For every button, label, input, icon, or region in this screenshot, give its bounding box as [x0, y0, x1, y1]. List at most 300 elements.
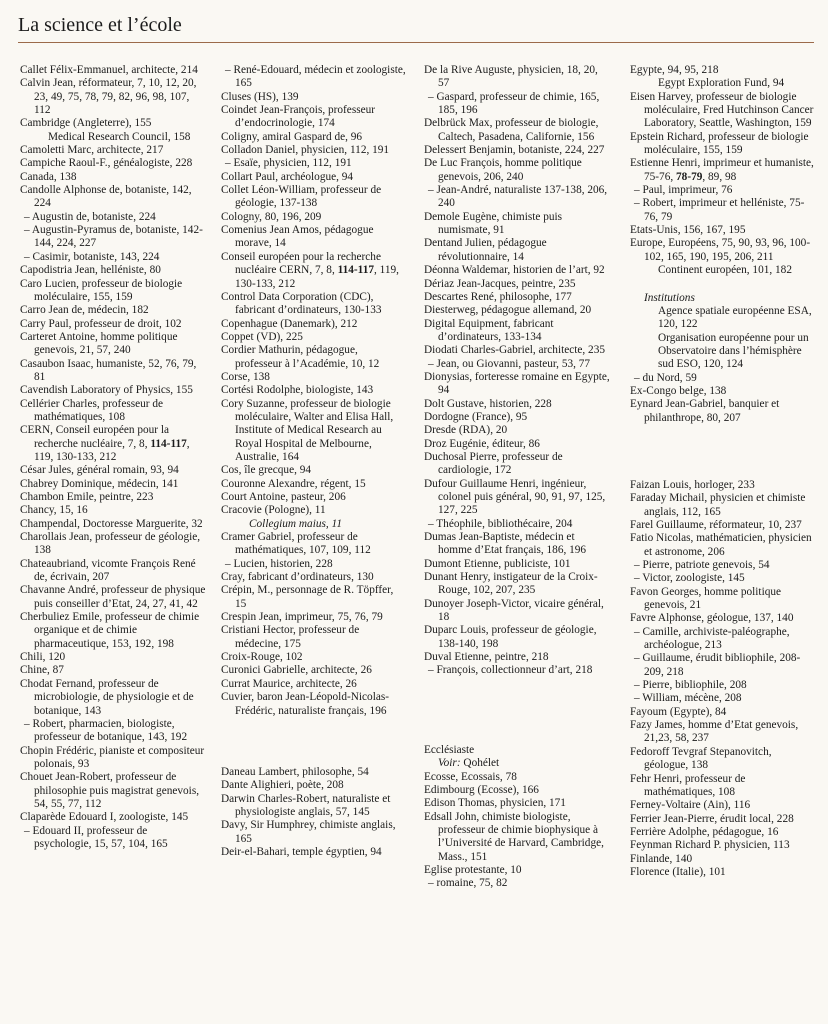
- index-entry: [20, 558, 206, 585]
- entry-text: Duchosal Pierre, professeur de cardiologie, 172: [424, 450, 563, 477]
- entry-tail: Qohélet: [463, 757, 500, 770]
- index-entry: [20, 331, 206, 358]
- entry-text: – Robert, pharmacien, biologiste, professeur de botanique, 143, 192: [24, 717, 188, 744]
- index-subentry: [221, 157, 407, 170]
- entry-text: Deir-el-Bahari, temple égyptien, 94: [221, 845, 382, 858]
- index-subentry: [424, 664, 610, 677]
- entry-text: Caro Lucien, professeur de biologie moléculaire, 155, 159: [20, 277, 183, 303]
- index-subentry: [20, 251, 206, 264]
- index-entry: [20, 264, 206, 277]
- index-entry: [424, 531, 610, 558]
- entry-text: Organisation européenne pour un Observatoire dans l’hémisphère sud ESO, 120, 124: [658, 331, 809, 371]
- entry-text: Cordier Mathurin, pédagogue, professeur à l’Académie, 10, 12: [221, 344, 380, 370]
- entry-text: Cos, île grecque, 94: [221, 464, 312, 477]
- index-entry: [630, 853, 816, 866]
- index-entry: [630, 398, 816, 425]
- index-entry: [20, 678, 206, 718]
- index-entry: [221, 344, 407, 371]
- index-entry: [630, 773, 816, 800]
- index-entry: [630, 813, 816, 826]
- entry-text: Conseil européen pour la recherche nucléaire CERN, 7, 8,: [221, 250, 381, 277]
- entry-text: Dentand Julien, pédagogue révolutionnaire, 14: [424, 237, 547, 263]
- index-entry: [424, 797, 610, 810]
- entry-text: Etats-Unis, 156, 167, 195: [630, 224, 746, 237]
- entry-text: – Guillaume, érudit bibliophile, 208-209, 218: [634, 652, 801, 678]
- index-entry: [424, 64, 610, 91]
- index-entry: [20, 278, 206, 305]
- entry-text: Ecosse, Ecossais, 78: [424, 770, 517, 783]
- index-entry: [221, 766, 407, 779]
- entry-text: – du Nord, 59: [634, 371, 697, 384]
- entry-text: – Camille, archiviste-paléographe, archéologue, 213: [634, 625, 790, 652]
- index-entry: [20, 531, 206, 558]
- entry-text: Campiche Raoul-F., généalogiste, 228: [20, 157, 193, 170]
- index-entry: [221, 318, 407, 331]
- index-entry: [424, 744, 610, 757]
- index-entry: [630, 706, 816, 719]
- entry-text: Diesterweg, pédagogue allemand, 20: [424, 304, 592, 317]
- entry-text: Faraday Michail, physicien et chimiste anglais, 112, 165: [630, 492, 806, 518]
- index-entry: [424, 237, 610, 264]
- index-entry: [20, 384, 206, 397]
- index-entry: [424, 411, 610, 424]
- entry-text: Ferrier Jean-Pierre, érudit local, 228: [630, 812, 794, 825]
- index-entry: [221, 779, 407, 792]
- section-gap: [630, 425, 816, 479]
- index-entry: [221, 398, 407, 465]
- index-entry: [630, 586, 816, 613]
- entry-bold-pages: 114-117: [150, 437, 187, 450]
- index-entry: [630, 719, 816, 746]
- entry-tail: , 119, 130-133, 212: [235, 264, 399, 290]
- entry-bold-pages: 78-79: [676, 170, 703, 183]
- index-subentry: [221, 558, 407, 571]
- index-subentry: [20, 131, 206, 144]
- entry-text: Eglise protestante, 10: [424, 863, 522, 876]
- entry-text: Cramer Gabriel, professeur de mathématiques, 107, 109, 112: [221, 531, 371, 557]
- index-entry: [221, 846, 407, 859]
- index-subentry: [630, 692, 816, 705]
- entry-text: Duparc Louis, professeur de géologie, 138-140, 198: [424, 624, 597, 650]
- entry-text: Chancy, 15, 16: [20, 504, 88, 517]
- entry-text: Carry Paul, professeur de droit, 102: [20, 317, 182, 330]
- index-entry: [20, 358, 206, 385]
- entry-text: Diodati Charles-Gabriel, architecte, 235: [424, 344, 605, 357]
- index-entry: [20, 771, 206, 811]
- index-entry: [20, 157, 206, 170]
- index-entry: [424, 371, 610, 398]
- index-entry: [20, 651, 206, 664]
- index-entry: [221, 531, 407, 558]
- entry-text: Florence (Italie), 101: [630, 865, 726, 878]
- entry-text: Court Antoine, pasteur, 206: [221, 491, 346, 503]
- entry-text: Dordogne (France), 95: [424, 410, 528, 423]
- entry-text: – François, collectionneur d’art, 218: [428, 664, 593, 677]
- index-entry: [221, 651, 407, 664]
- entry-text: Chili, 120: [20, 651, 66, 664]
- index-entry: [221, 144, 407, 157]
- index-subentry: [424, 91, 610, 118]
- entry-text: CERN, Conseil européen pour la recherche nucléaire, 7, 8,: [20, 424, 170, 450]
- index-entry: [630, 237, 816, 264]
- index-subentry: [630, 184, 816, 197]
- entry-text: Cavendish Laboratory of Physics, 155: [20, 384, 193, 397]
- entry-text: Edsall John, chimiste biologiste, professeur de chimie biophysique à l’Université de Harvard, Cambridge, Mass., 151: [424, 810, 604, 863]
- entry-text: Crespin Jean, imprimeur, 75, 76, 79: [221, 611, 383, 624]
- index-entry: [424, 784, 610, 797]
- entry-text: Digital Equipment, fabricant d’ordinateurs, 133-134: [424, 317, 554, 343]
- index-entry: [424, 264, 610, 277]
- entry-text: Agence spatiale européenne ESA, 120, 122: [658, 304, 812, 331]
- entry-text: Control Data Corporation (CDC), fabricant d’ordinateurs, 130-133: [221, 290, 382, 317]
- index-entry: [630, 91, 816, 131]
- index-entry: [20, 117, 206, 130]
- entry-text: – Augustin de, botaniste, 224: [24, 210, 156, 223]
- entry-text: Copenhague (Danemark), 212: [221, 317, 358, 330]
- entry-bold-pages: 114-117: [337, 264, 374, 277]
- index-entry: [221, 91, 407, 104]
- entry-text: Curonici Gabrielle, architecte, 26: [221, 664, 372, 677]
- index-entry: [221, 184, 407, 211]
- index-entry: [424, 278, 610, 291]
- entry-text: Coligny, amiral Gaspard de, 96: [221, 130, 363, 143]
- entry-text: Casaubon Isaac, humaniste, 52, 76, 79, 81: [20, 357, 197, 383]
- index-entry: [424, 864, 610, 877]
- index-subentry: [20, 718, 206, 745]
- index-column-3: [424, 64, 610, 891]
- entry-text: Capodistria Jean, helléniste, 80: [20, 264, 161, 277]
- entry-text: Charollais Jean, professeur de géologie, 138: [20, 531, 201, 557]
- index-column-2: [221, 64, 407, 859]
- index-entry: [20, 811, 206, 824]
- entry-text: Finlande, 140: [630, 852, 693, 865]
- index-entry: [20, 424, 206, 464]
- entry-text: Duval Etienne, peintre, 218: [424, 651, 549, 664]
- index-entry: [630, 746, 816, 773]
- entry-text: – Gaspard, professeur de chimie, 165, 185, 196: [428, 90, 600, 117]
- index-column-1: [20, 64, 206, 851]
- entry-text: Descartes René, philosophe, 177: [424, 290, 572, 303]
- entry-text: Ferrière Adolphe, pédagogue, 16: [630, 825, 779, 838]
- index-subentry: [424, 518, 610, 531]
- index-entry: [221, 211, 407, 224]
- index-entry: [630, 131, 816, 158]
- entry-text: Cambridge (Angleterre), 155: [20, 117, 152, 130]
- entry-text: Dante Alighieri, poète, 208: [221, 779, 344, 792]
- index-entry: [20, 77, 206, 117]
- entry-text: Cory Suzanne, professeur de biologie moléculaire, Walter and Elisa Hall, Institute of Medical Research au Royal Hospital de Melbourne, Australie, 164: [221, 397, 394, 463]
- entry-text: Corse, 138: [221, 370, 270, 383]
- index-entry: [424, 771, 610, 784]
- index-entry: [221, 251, 407, 291]
- entry-text: Claparède Edouard I, zoologiste, 145: [20, 811, 189, 824]
- index-entry: [221, 224, 407, 251]
- index-entry: [424, 304, 610, 317]
- entry-text: Currat Maurice, architecte, 26: [221, 677, 357, 690]
- entry-text: Dumas Jean-Baptiste, médecin et homme d’Etat français, 186, 196: [424, 531, 587, 557]
- index-subentry: [20, 211, 206, 224]
- index-entry: [20, 518, 206, 531]
- index-entry: [20, 398, 206, 425]
- index-entry: [630, 866, 816, 879]
- entry-text: Cologny, 80, 196, 209: [221, 210, 322, 223]
- index-entry: [221, 678, 407, 691]
- index-entry: [20, 491, 206, 504]
- index-entry: [424, 117, 610, 144]
- entry-text: Ex-Congo belge, 138: [630, 384, 727, 397]
- entry-text: Cristiani Hector, professeur de médecine, 175: [221, 624, 360, 650]
- index-entry: [424, 451, 610, 478]
- entry-text: – Lucien, historien, 228: [225, 557, 333, 570]
- index-entry: [424, 157, 610, 184]
- index-entry: [221, 571, 407, 584]
- index-entry: [20, 584, 206, 611]
- entry-text: Coppet (VD), 225: [221, 330, 303, 343]
- entry-text: Dunoyer Joseph-Victor, vicaire général, 18: [424, 597, 604, 624]
- index-subentry: [424, 358, 610, 371]
- index-entry: [20, 171, 206, 184]
- entry-text: Cellérier Charles, professeur de mathématiques, 108: [20, 397, 164, 423]
- entry-text: Delbrück Max, professeur de biologie, Caltech, Pasadena, Californie, 156: [424, 117, 599, 143]
- entry-text: Comenius Jean Amos, pédagogue morave, 14: [221, 224, 374, 250]
- entry-text: Fatio Nicolas, mathématicien, physicien et astronome, 206: [630, 532, 812, 558]
- index-entry: [221, 491, 407, 504]
- index-subentry: [630, 305, 816, 332]
- entry-text: Calvin Jean, réformateur, 7, 10, 12, 20, 23, 49, 75, 78, 79, 82, 96, 98, 107, 112: [20, 77, 197, 117]
- index-entry: [424, 211, 610, 238]
- index-entry: [424, 598, 610, 625]
- index-entry: [424, 438, 610, 451]
- entry-text: Fehr Henri, professeur de mathématiques, 108: [630, 772, 746, 798]
- section-gap: [221, 718, 407, 766]
- page-title: La science et l’école: [18, 14, 182, 36]
- index-entry: [424, 571, 610, 598]
- entry-text: – Robert, imprimeur et helléniste, 75-76, 79: [634, 197, 805, 223]
- index-entry: [20, 64, 206, 77]
- entry-text: Canada, 138: [20, 170, 77, 183]
- entry-text: Dionysias, forteresse romaine en Egypte, 94: [424, 370, 610, 397]
- index-entry: [221, 504, 407, 517]
- entry-text: Croix-Rouge, 102: [221, 651, 303, 664]
- index-entry: [630, 64, 816, 77]
- entry-text: Fazy James, homme d’Etat genevois, 21,23, 58, 237: [630, 719, 799, 745]
- entry-text: Droz Eugénie, éditeur, 86: [424, 437, 540, 450]
- index-entry: [630, 224, 816, 237]
- entry-text: Fedoroff Tevgraf Stepanovitch, géologue, 138: [630, 745, 772, 772]
- index-entry: [221, 624, 407, 651]
- index-entry: [221, 793, 407, 820]
- index-subentry: [20, 224, 206, 251]
- entry-text: Davy, Sir Humphrey, chimiste anglais, 165: [221, 819, 396, 845]
- entry-text: – Augustin-Pyramus de, botaniste, 142-144, 224, 227: [24, 224, 203, 250]
- index-subentry: [221, 518, 407, 531]
- index-entry: [221, 664, 407, 677]
- index-entry: [424, 424, 610, 437]
- index-entry: [20, 478, 206, 491]
- entry-text: Chabrey Dominique, médecin, 141: [20, 477, 179, 490]
- index-entry: [630, 492, 816, 519]
- entry-text: Estienne Henri, imprimeur et humaniste, 75-76,: [630, 157, 814, 183]
- index-subentry: [630, 572, 816, 585]
- entry-text: Medical Research Council, 158: [48, 130, 191, 143]
- entry-text: – romaine, 75, 82: [428, 877, 508, 890]
- entry-text: Chambon Emile, peintre, 223: [20, 491, 154, 503]
- entry-tail: , 119, 130-133, 212: [34, 437, 190, 463]
- entry-text: Cray, fabricant d’ordinateurs, 130: [221, 571, 374, 584]
- entry-text: Dériaz Jean-Jacques, peintre, 235: [424, 277, 576, 290]
- index-entry: [424, 558, 610, 571]
- index-entry: [20, 664, 206, 677]
- index-entry: [221, 104, 407, 131]
- entry-text: Edimbourg (Ecosse), 166: [424, 783, 539, 796]
- index-entry: [20, 144, 206, 157]
- entry-text: Collet Léon-William, professeur de géologie, 137-138: [221, 184, 382, 210]
- entry-text: Cluses (HS), 139: [221, 90, 299, 103]
- entry-text: Colladon Daniel, physicien, 112, 191: [221, 144, 390, 157]
- entry-text: De la Rive Auguste, physicien, 18, 20, 57: [424, 64, 598, 90]
- index-reference: [424, 757, 610, 770]
- index-subentry: [630, 264, 816, 277]
- index-entry: [424, 811, 610, 864]
- entry-text: Cortési Rodolphe, biologiste, 143: [221, 384, 374, 397]
- index-column-4: [630, 64, 816, 879]
- index-entry: [221, 131, 407, 144]
- index-subentry: [424, 877, 610, 890]
- entry-text: Europe, Européens, 75, 90, 93, 96, 100-102, 165, 190, 195, 206, 211: [630, 237, 811, 263]
- entry-text: Déonna Waldemar, historien de l’art, 92: [424, 264, 605, 277]
- entry-text: – René-Edouard, médecin et zoologiste, 165: [225, 64, 406, 90]
- entry-text: Cuvier, baron Jean-Léopold-Nicolas-Frédéric, naturaliste français, 196: [221, 691, 390, 717]
- index-subentry: [20, 825, 206, 852]
- entry-text: Carro Jean de, médecin, 182: [20, 304, 149, 317]
- entry-text: Couronne Alexandre, régent, 15: [221, 477, 366, 490]
- index-subentry: [630, 332, 816, 372]
- entry-text: – William, mécène, 208: [634, 692, 742, 705]
- entry-text: Crépin, M., personnage de R. Töpffer, 15: [221, 584, 394, 610]
- index-entry: [221, 171, 407, 184]
- entry-text: – Casimir, botaniste, 143, 224: [24, 250, 160, 263]
- entry-text: Demole Eugène, chimiste puis numismate, 91: [424, 210, 563, 237]
- entry-text: Favre Alphonse, géologue, 137, 140: [630, 612, 794, 625]
- entry-text: Dolt Gustave, historien, 228: [424, 397, 552, 410]
- entry-text: Champendal, Doctoresse Marguerite, 32: [20, 517, 203, 530]
- index-entry: [424, 624, 610, 651]
- entry-text: Delessert Benjamin, botaniste, 224, 227: [424, 144, 605, 157]
- index-entry: [630, 799, 816, 812]
- index-subentry: [630, 679, 816, 692]
- entry-text: Epstein Richard, professeur de biologie moléculaire, 155, 159: [630, 130, 809, 157]
- entry-text: Fayoum (Egypte), 84: [630, 705, 727, 718]
- index-entry: [424, 651, 610, 664]
- entry-text: Dresde (RDA), 20: [424, 424, 508, 437]
- entry-text: Edison Thomas, physicien, 171: [424, 797, 566, 810]
- index-entry: [424, 144, 610, 157]
- index-entry: [630, 839, 816, 852]
- index-subentry: [630, 626, 816, 653]
- entry-text: Callet Félix-Emmanuel, architecte, 214: [20, 64, 198, 76]
- entry-text: Voir:: [438, 757, 464, 770]
- entry-text: Farel Guillaume, réformateur, 10, 237: [630, 518, 802, 531]
- index-entry: [630, 385, 816, 398]
- index-entry: [221, 291, 407, 318]
- index-entry: [20, 745, 206, 772]
- index-entry: [221, 584, 407, 611]
- index-entry: [221, 691, 407, 718]
- index-entry: [20, 318, 206, 331]
- entry-text: Feynman Richard P. physicien, 113: [630, 839, 790, 852]
- index-entry: [221, 331, 407, 344]
- page-header: [18, 12, 814, 43]
- entry-text: – Edouard II, professeur de psychologie, 15, 57, 104, 165: [24, 824, 168, 850]
- index-entry: [424, 478, 610, 518]
- index-entry: [221, 819, 407, 846]
- section-gap: [424, 678, 610, 744]
- index-entry: [630, 612, 816, 625]
- entry-tail: , 89, 98: [702, 170, 737, 183]
- entry-text: – Théophile, bibliothécaire, 204: [428, 517, 573, 530]
- entry-text: Daneau Lambert, philosophe, 54: [221, 765, 369, 778]
- entry-text: Coindet Jean-François, professeur d’endocrinologie, 174: [221, 104, 376, 130]
- entry-text: Egypt Exploration Fund, 94: [658, 77, 785, 90]
- entry-text: Dufour Guillaume Henri, ingénieur, colonel puis général, 90, 91, 97, 125, 127, 225: [424, 477, 606, 517]
- index-subentry: [630, 372, 816, 385]
- entry-text: – Victor, zoologiste, 145: [634, 572, 745, 585]
- index-entry: [424, 291, 610, 304]
- index-entry: [424, 318, 610, 345]
- index-entry: [20, 504, 206, 517]
- entry-text: – Pierre, bibliophile, 208: [634, 679, 747, 692]
- index-entry: [221, 371, 407, 384]
- index-subentry: [630, 77, 816, 90]
- index-reference: [630, 292, 816, 305]
- entry-text: Continent européen, 101, 182: [658, 264, 792, 277]
- entry-text: – Paul, imprimeur, 76: [634, 184, 733, 197]
- entry-text: Dunant Henry, instigateur de la Croix-Rouge, 102, 207, 235: [424, 571, 598, 597]
- entry-text: – Jean-André, naturaliste 137-138, 206, 240: [428, 184, 608, 210]
- index-entry: [630, 479, 816, 492]
- index-entry: [630, 157, 816, 184]
- entry-text: Collart Paul, archéologue, 94: [221, 170, 354, 183]
- index-entry: [424, 344, 610, 357]
- entry-text: Cracovie (Pologne), 11: [221, 504, 326, 517]
- entry-text: Favon Georges, homme politique genevois, 21: [630, 585, 782, 612]
- entry-text: Carteret Antoine, homme politique genevois, 21, 57, 240: [20, 330, 178, 357]
- entry-text: Ferney-Voltaire (Ain), 116: [630, 799, 751, 812]
- entry-text: César Jules, général romain, 93, 94: [20, 464, 179, 477]
- entry-text: De Luc François, homme politique genevois, 206, 240: [424, 157, 582, 183]
- entry-text: Chine, 87: [20, 664, 64, 677]
- index-entry: [20, 464, 206, 477]
- entry-text: Chouet Jean-Robert, professeur de philosophie puis magistrat genevois, 54, 55, 77, 112: [20, 771, 200, 810]
- index-entry: [630, 826, 816, 839]
- index-entry: [424, 398, 610, 411]
- index-entry: [20, 611, 206, 651]
- entry-text: Darwin Charles-Robert, naturaliste et physiologiste anglais, 57, 145: [221, 792, 391, 818]
- entry-text: Camoletti Marc, architecte, 217: [20, 144, 164, 157]
- index-entry: [630, 519, 816, 532]
- section-gap: [630, 278, 816, 292]
- index-subentry: [424, 184, 610, 211]
- index-entry: [20, 304, 206, 317]
- index-entry: [630, 532, 816, 559]
- index-subentry: [221, 64, 407, 91]
- entry-text: – Esaïe, physicien, 112, 191: [225, 157, 352, 170]
- entry-text: Eisen Harvey, professeur de biologie moléculaire, Fred Hutchinson Cancer Laboratory, Seattle, Washington, 159: [630, 90, 814, 130]
- entry-text: Dumont Etienne, publiciste, 101: [424, 557, 571, 570]
- index-entry: [221, 611, 407, 624]
- index-subentry: [630, 652, 816, 679]
- index-entry: [221, 384, 407, 397]
